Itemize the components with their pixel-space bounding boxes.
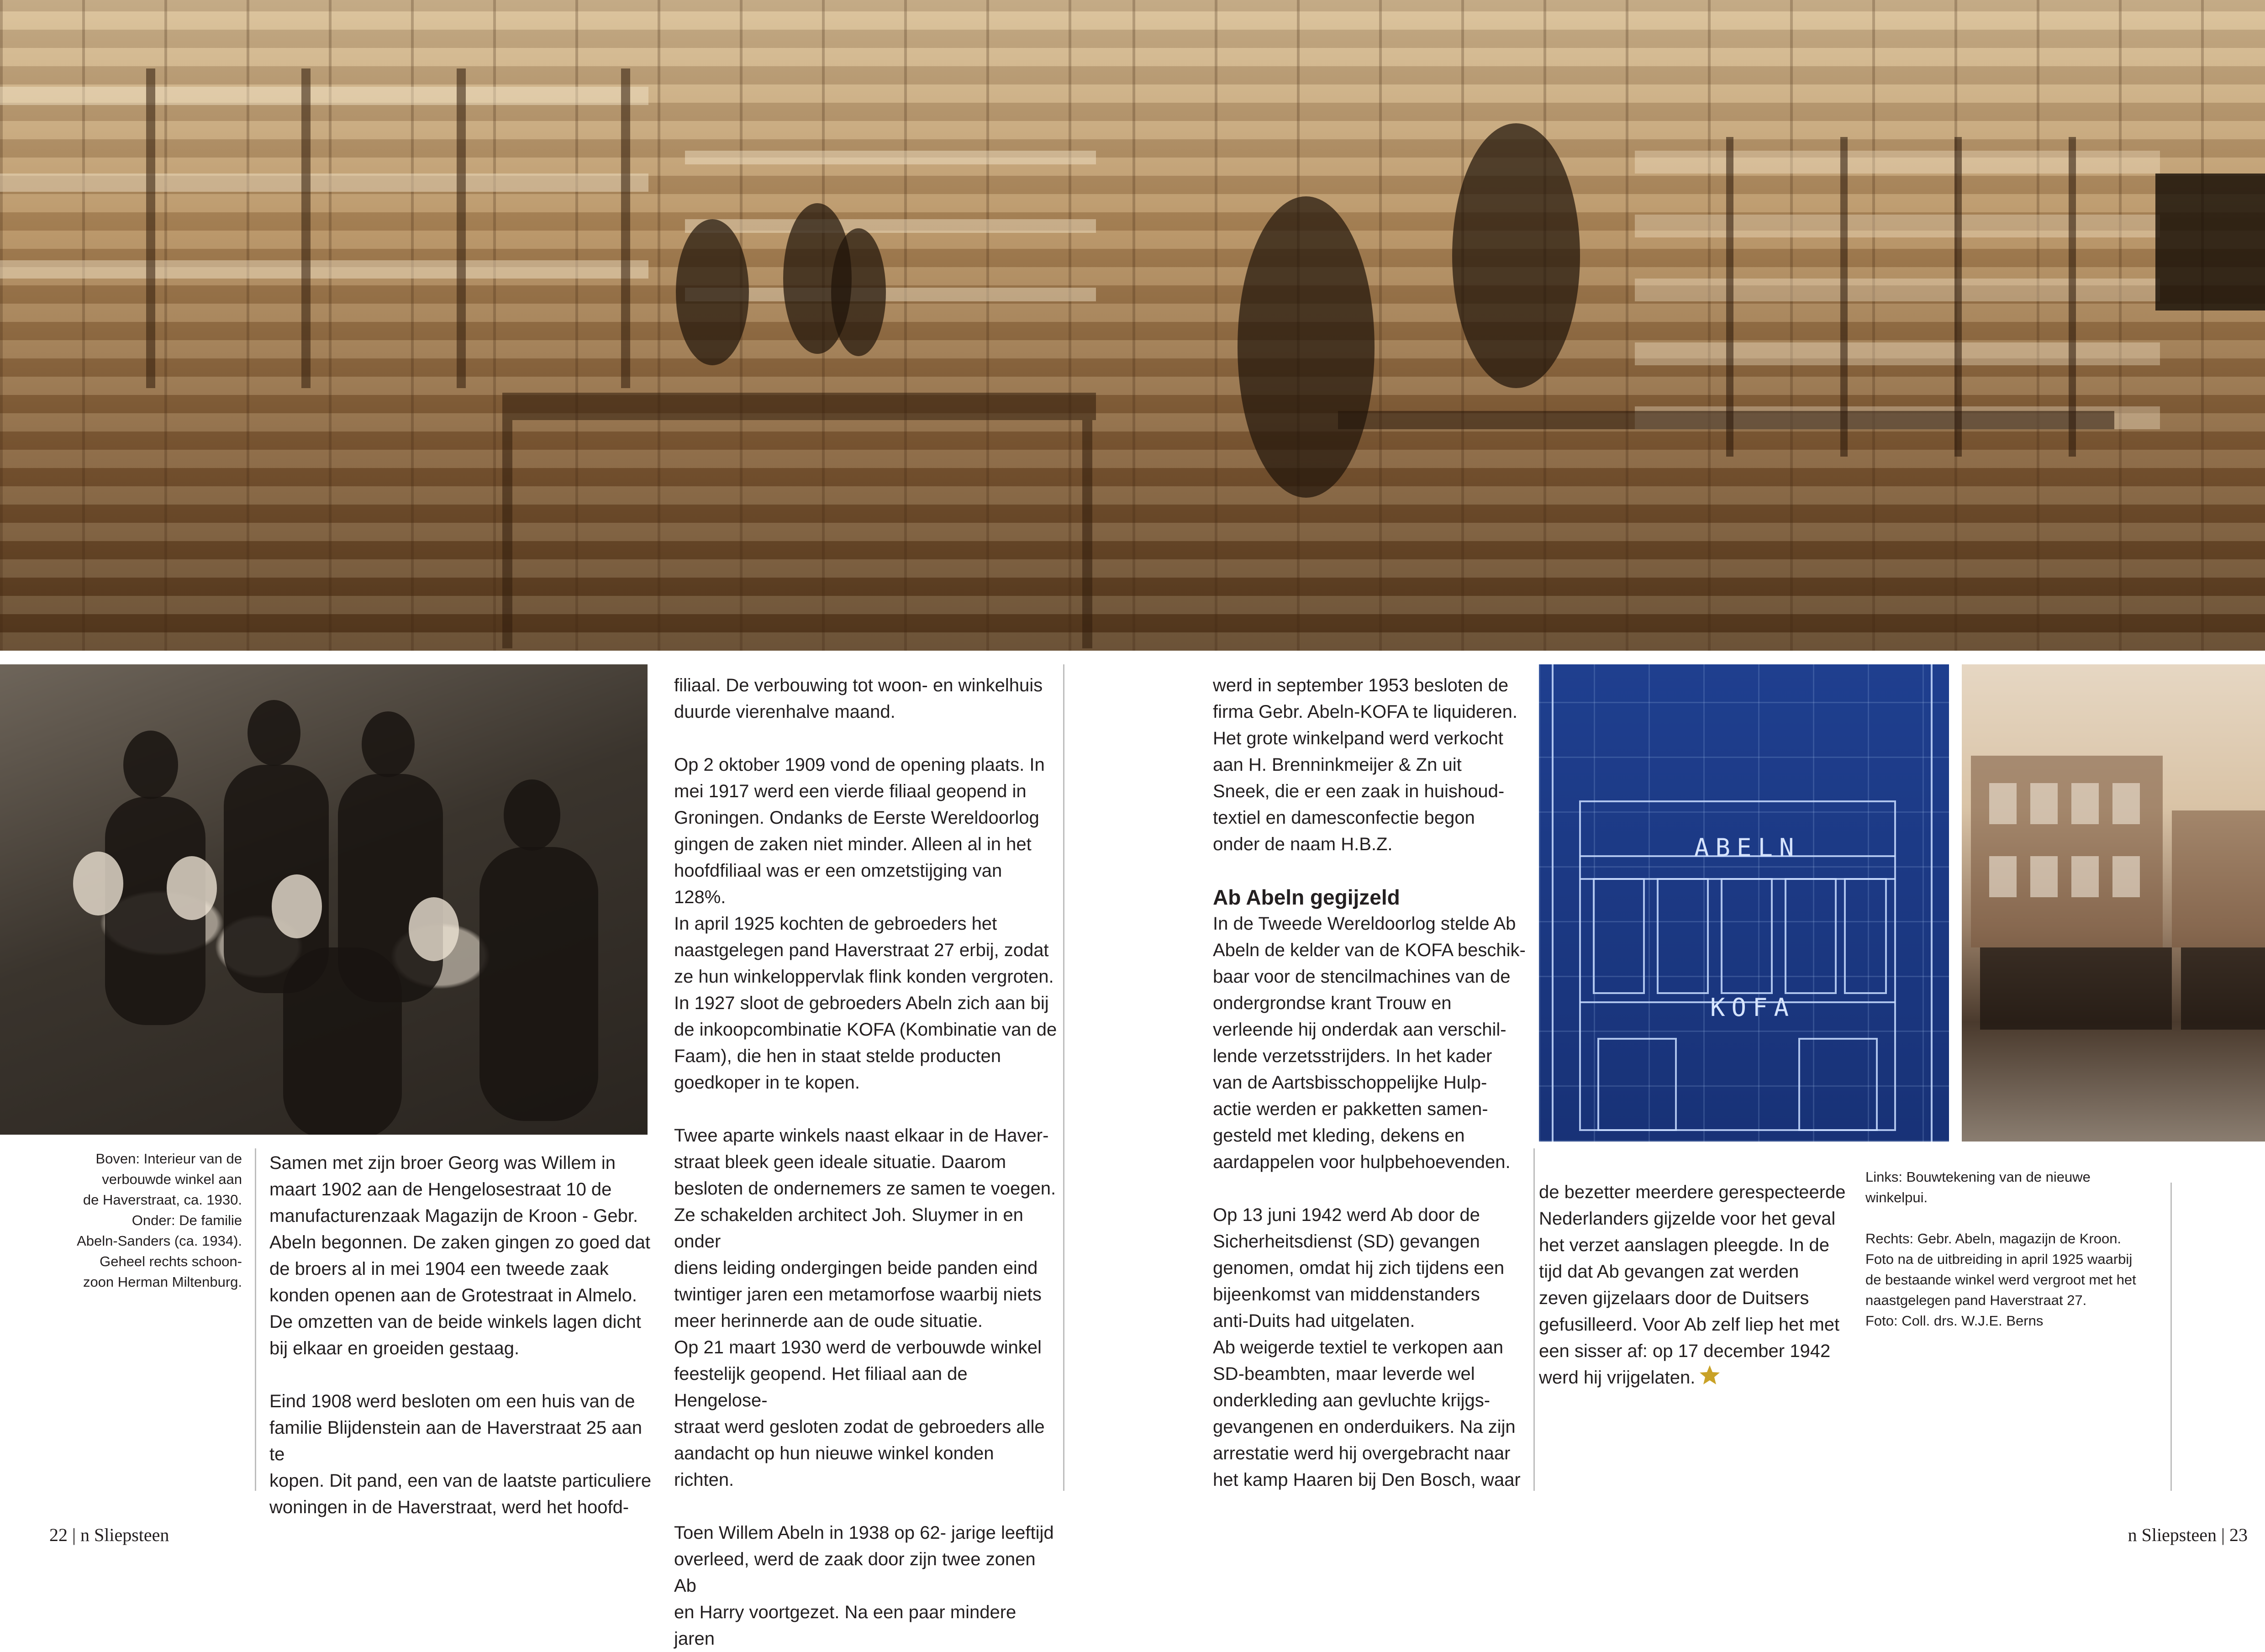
column-rule-3 bbox=[1533, 1148, 1535, 1491]
column3-paragraph-3: Op 13 juni 1942 werd Ab door de Sicherheitsdienst (SD) gevangen genomen, omdat hij zich tijdens een bijeenkomst van middenstanders anti-Duits had uitgelaten. bbox=[1213, 1205, 1505, 1331]
column2-paragraph-4: Op 21 maart 1930 werd de verbouwde winkel feestelijk geopend. Het filiaal aan de Hengelose- straat werd gesloten zodat de gebroeders alle aandacht op hun nieuwe winkel konden richten. bbox=[674, 1337, 1045, 1490]
caption-right-paragraph-2: Rechts: Gebr. Abeln, magazijn de Kroon. Foto na de uitbreiding in april 1925 waarbij de bestaande winkel werd vergroot met het naastgelegen pand Haverstraat 27. Foto: Coll. drs. W.J.E. Berns bbox=[1865, 1231, 2136, 1329]
photo-bouwtekening bbox=[1539, 664, 1949, 1142]
blueprint-label-top: ABELN bbox=[1694, 833, 1801, 862]
column2-paragraph-3: Twee aparte winkels naast elkaar in de Haver- straat bleek geen ideale situatie. Daarom besloten de ondernemers ze samen te voegen. Ze schakelden architect Joh. Sluymer in en onder diens leiding ondergingen beide panden eind twintiger jaren een metamorfose waarbij niets meer herinnerde aan de oude situatie. bbox=[674, 1126, 1056, 1331]
caption-left bbox=[37, 1148, 242, 1292]
blueprint-label-bottom: KOFA bbox=[1710, 993, 1796, 1022]
column-rule-4 bbox=[2170, 1183, 2172, 1491]
column-rule-1 bbox=[255, 1148, 256, 1491]
folio-left: 22 | n Sliepsteen bbox=[49, 1525, 169, 1545]
column2-paragraph-2: Op 2 oktober 1909 vond de opening plaats. In mei 1917 werd een vierde filiaal geopend in Groningen. Ondanks de Eerste Wereldoorlog gingen de zaken niet minder. Alleen al in het hoofdfiliaal was er een omzetstijging van 128%. In april 1925 kochten de gebroeders het naastgelegen pand Haverstraat 27 erbij, zodat ze hun winkeloppervlak flink konden vergroten. In 1927 sloot de gebroeders Abeln zich aan bij de inkoopcombinatie KOFA (Kombinatie van de Faam), die hen in staat stelde producten goedkoper in te kopen. bbox=[674, 755, 1057, 1093]
article-column-3 bbox=[1213, 672, 1528, 1493]
caption-right-paragraph-1: Links: Bouwtekening van de nieuwe winkelpui. bbox=[1865, 1169, 2091, 1205]
photo-magazijn-de-kroon bbox=[1962, 664, 2265, 1142]
column-rule-2 bbox=[1063, 664, 1064, 1491]
caption-left-text: Boven: Interieur van de verbouwde winkel aan de Haverstraat, ca. 1930. Onder: De familie Abeln-Sanders (ca. 1934). Geheel rechts schoon- zoon Herman Miltenburg. bbox=[77, 1151, 242, 1290]
photo-interieur-right bbox=[1132, 0, 2265, 651]
column4-paragraph-1 bbox=[1539, 1179, 1854, 1393]
photo-interieur-left bbox=[0, 0, 1132, 651]
shelves-illustration-left bbox=[0, 0, 1132, 651]
column1-paragraph-2: Eind 1908 werd besloten om een huis van de familie Blijdenstein aan de Haverstraat 25 aan te kopen. Dit pand, een van de laatste particuliere woningen in de Haverstraat, werd het hoofd- bbox=[269, 1391, 652, 1517]
street-illustration bbox=[1962, 664, 2265, 1142]
photo-familie-abeln-sanders bbox=[0, 664, 648, 1135]
caption-right bbox=[1865, 1167, 2162, 1331]
column3-paragraph-4: Ab weigerde textiel te verkopen aan SD-beambten, maar leverde wel onderkleding aan gevluchte krijgs- gevangenen en onderduikers. Na zijn arrestatie werd hij overgebracht naar het kamp Haaren bij Den Bosch, waar bbox=[1213, 1337, 1521, 1490]
article-column-2 bbox=[674, 672, 1058, 1652]
article-column-1 bbox=[269, 1150, 653, 1520]
star-icon bbox=[1699, 1364, 1721, 1393]
drawers-illustration-right bbox=[1132, 0, 2265, 651]
blueprint-facade-illustration bbox=[1539, 664, 1949, 1142]
family-illustration bbox=[0, 664, 648, 1135]
column1-paragraph-1: Samen met zijn broer Georg was Willem in maart 1902 aan de Hengelosestraat 10 de manufacturenzaak Magazijn de Kroon - Gebr. Abeln begonnen. De zaken gingen zo goed dat de broers al in mei 1904 een tweede zaak konden openen aan de Grotestraat in Almelo. De omzetten van de beide winkels lagen dicht bij elkaar en groeiden gestaag. bbox=[269, 1153, 651, 1358]
folio-right: n Sliepsteen | 23 bbox=[2128, 1525, 2248, 1545]
section-heading: Ab Abeln gegijzeld bbox=[1213, 885, 1400, 909]
column2-paragraph-5: Toen Willem Abeln in 1938 op 62- jarige leeftijd overleed, werd de zaak door zijn twee zonen Ab en Harry voortgezet. Na een paar mindere jaren bbox=[674, 1523, 1054, 1649]
column3-paragraph-1: werd in september 1953 besloten de firma Gebr. Abeln-KOFA te liquideren. Het grote winkelpand werd verkocht aan H. Brenninkmeijer & Zn uit Sneek, die er een zaak in huishoud- textiel en damesconfectie begon onder de naam H.B.Z. bbox=[1213, 675, 1518, 854]
column4-paragraph-1-text: de bezetter meerdere gerespecteerde Nederlanders gijzelde voor het geval het verzet aanslagen pleegde. In de tijd dat Ab gevangen zat werden zeven gijzelaars door de Duitsers gefusilleerd. Voor Ab zelf liep het met een sisser af: op 17 december 1942 werd hij vrijgelaten. bbox=[1539, 1182, 1846, 1388]
column3-paragraph-2: In de Tweede Wereldoorlog stelde Ab Abeln de kelder van de KOFA beschik- baar voor de stencilmachines van de ondergrondse krant Trouw en verleende hij onderdak aan verschil- lende verzetsstrijders. In het kader van de Aartsbisschoppelijke Hulp- actie werden er pakketten samen- gesteld met kleding, dekens en aardappelen voor hulpbehoevenden. bbox=[1213, 914, 1526, 1172]
article-column-4 bbox=[1539, 1179, 1854, 1393]
column2-paragraph-1: filiaal. De verbouwing tot woon- en winkelhuis duurde vierenhalve maand. bbox=[674, 675, 1043, 722]
